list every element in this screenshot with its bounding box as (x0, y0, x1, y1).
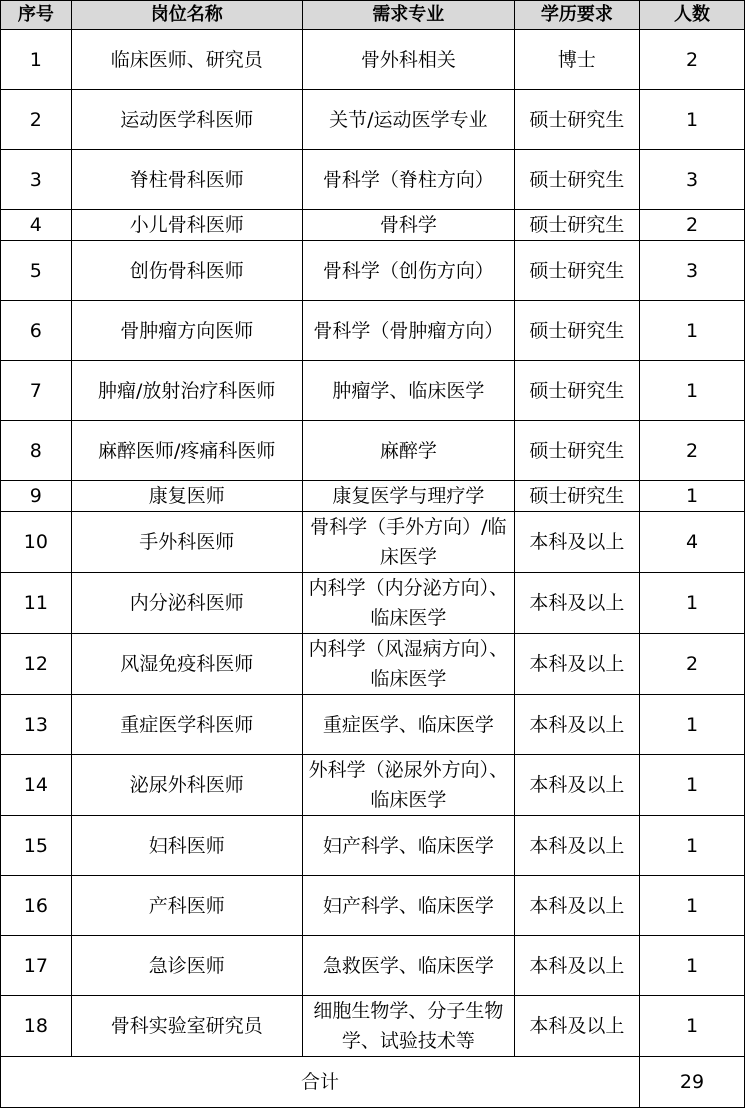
cell-count: 1 (639, 90, 744, 150)
table-row (1, 210, 745, 241)
cell-no: 16 (1, 876, 72, 936)
cell-degree: 本科及以上 (514, 876, 639, 936)
cell-degree: 博士 (514, 30, 639, 90)
cell-position: 泌尿外科医师 (71, 755, 302, 816)
cell-count: 1 (639, 301, 744, 361)
cell-position: 肿瘤/放射治疗科医师 (71, 361, 302, 421)
cell-major: 肿瘤学、临床医学 (302, 361, 514, 421)
cell-count: 4 (639, 512, 744, 573)
cell-major: 骨科学（骨肿瘤方向） (302, 301, 514, 361)
cell-degree: 硕士研究生 (514, 90, 639, 150)
cell-no: 8 (1, 421, 72, 481)
cell-no: 9 (1, 481, 72, 512)
total-row (1, 1057, 745, 1108)
table-row (1, 90, 745, 150)
table-row (1, 301, 745, 361)
cell-position: 麻醉医师/疼痛科医师 (71, 421, 302, 481)
cell-major: 骨外科相关 (302, 30, 514, 90)
cell-degree: 本科及以上 (514, 573, 639, 634)
cell-count: 1 (639, 481, 744, 512)
table-row (1, 150, 745, 210)
table-row (1, 512, 745, 573)
header-count: 人数 (639, 1, 744, 30)
cell-major: 关节/运动医学专业 (302, 90, 514, 150)
cell-no: 17 (1, 936, 72, 996)
cell-count: 2 (639, 30, 744, 90)
cell-degree: 本科及以上 (514, 996, 639, 1057)
table-row (1, 816, 745, 876)
cell-count: 1 (639, 573, 744, 634)
cell-degree: 本科及以上 (514, 755, 639, 816)
cell-count: 1 (639, 816, 744, 876)
table-row (1, 30, 745, 90)
header-major: 需求专业 (302, 1, 514, 30)
cell-major: 骨科学（脊柱方向） (302, 150, 514, 210)
cell-no: 10 (1, 512, 72, 573)
cell-degree: 本科及以上 (514, 512, 639, 573)
cell-major: 外科学（泌尿外方向）、临床医学 (302, 755, 514, 816)
cell-position: 临床医师、研究员 (71, 30, 302, 90)
cell-position: 创伤骨科医师 (71, 241, 302, 301)
cell-count: 2 (639, 210, 744, 241)
table-body (1, 30, 745, 1057)
cell-degree: 硕士研究生 (514, 241, 639, 301)
cell-degree: 硕士研究生 (514, 301, 639, 361)
cell-no: 5 (1, 241, 72, 301)
cell-position: 骨科实验室研究员 (71, 996, 302, 1057)
cell-major: 康复医学与理疗学 (302, 481, 514, 512)
cell-degree: 本科及以上 (514, 936, 639, 996)
cell-no: 15 (1, 816, 72, 876)
table-row (1, 876, 745, 936)
cell-major: 骨科学 (302, 210, 514, 241)
cell-position: 康复医师 (71, 481, 302, 512)
cell-major: 麻醉学 (302, 421, 514, 481)
cell-no: 12 (1, 634, 72, 695)
cell-no: 6 (1, 301, 72, 361)
cell-degree: 本科及以上 (514, 695, 639, 755)
table-row (1, 634, 745, 695)
table-row (1, 573, 745, 634)
cell-count: 1 (639, 876, 744, 936)
cell-degree: 硕士研究生 (514, 421, 639, 481)
cell-no: 13 (1, 695, 72, 755)
cell-count: 3 (639, 241, 744, 301)
cell-position: 妇科医师 (71, 816, 302, 876)
cell-position: 脊柱骨科医师 (71, 150, 302, 210)
cell-degree: 本科及以上 (514, 816, 639, 876)
cell-major: 妇产科学、临床医学 (302, 816, 514, 876)
header-no: 序号 (1, 1, 72, 30)
cell-major: 内科学（风湿病方向）、临床医学 (302, 634, 514, 695)
table-row (1, 996, 745, 1057)
cell-position: 产科医师 (71, 876, 302, 936)
cell-count: 2 (639, 421, 744, 481)
cell-degree: 硕士研究生 (514, 150, 639, 210)
cell-count: 1 (639, 755, 744, 816)
cell-major: 急救医学、临床医学 (302, 936, 514, 996)
cell-no: 2 (1, 90, 72, 150)
cell-major: 重症医学、临床医学 (302, 695, 514, 755)
cell-major: 骨科学（手外方向）/临床医学 (302, 512, 514, 573)
cell-position: 重症医学科医师 (71, 695, 302, 755)
cell-count: 1 (639, 996, 744, 1057)
cell-position: 急诊医师 (71, 936, 302, 996)
cell-position: 小儿骨科医师 (71, 210, 302, 241)
cell-degree: 硕士研究生 (514, 361, 639, 421)
table-row (1, 695, 745, 755)
cell-no: 11 (1, 573, 72, 634)
header-position: 岗位名称 (71, 1, 302, 30)
cell-count: 2 (639, 634, 744, 695)
table-row (1, 755, 745, 816)
header-degree: 学历要求 (514, 1, 639, 30)
cell-major: 骨科学（创伤方向） (302, 241, 514, 301)
cell-no: 18 (1, 996, 72, 1057)
cell-degree: 本科及以上 (514, 634, 639, 695)
cell-count: 1 (639, 695, 744, 755)
table-row (1, 481, 745, 512)
cell-major: 妇产科学、临床医学 (302, 876, 514, 936)
cell-degree: 硕士研究生 (514, 210, 639, 241)
cell-no: 4 (1, 210, 72, 241)
cell-position: 风湿免疫科医师 (71, 634, 302, 695)
cell-position: 运动医学科医师 (71, 90, 302, 150)
cell-count: 1 (639, 361, 744, 421)
total-label: 合计 (1, 1057, 640, 1108)
cell-count: 1 (639, 936, 744, 996)
cell-no: 14 (1, 755, 72, 816)
cell-count: 3 (639, 150, 744, 210)
cell-no: 3 (1, 150, 72, 210)
cell-position: 骨肿瘤方向医师 (71, 301, 302, 361)
cell-major: 内科学（内分泌方向）、临床医学 (302, 573, 514, 634)
cell-position: 手外科医师 (71, 512, 302, 573)
table-row (1, 241, 745, 301)
header-row (1, 1, 745, 30)
cell-no: 7 (1, 361, 72, 421)
cell-no: 1 (1, 30, 72, 90)
total-count: 29 (639, 1057, 744, 1108)
cell-position: 内分泌科医师 (71, 573, 302, 634)
table-row (1, 421, 745, 481)
cell-major: 细胞生物学、分子生物学、试验技术等 (302, 996, 514, 1057)
cell-degree: 硕士研究生 (514, 481, 639, 512)
table-row (1, 936, 745, 996)
table-row (1, 361, 745, 421)
